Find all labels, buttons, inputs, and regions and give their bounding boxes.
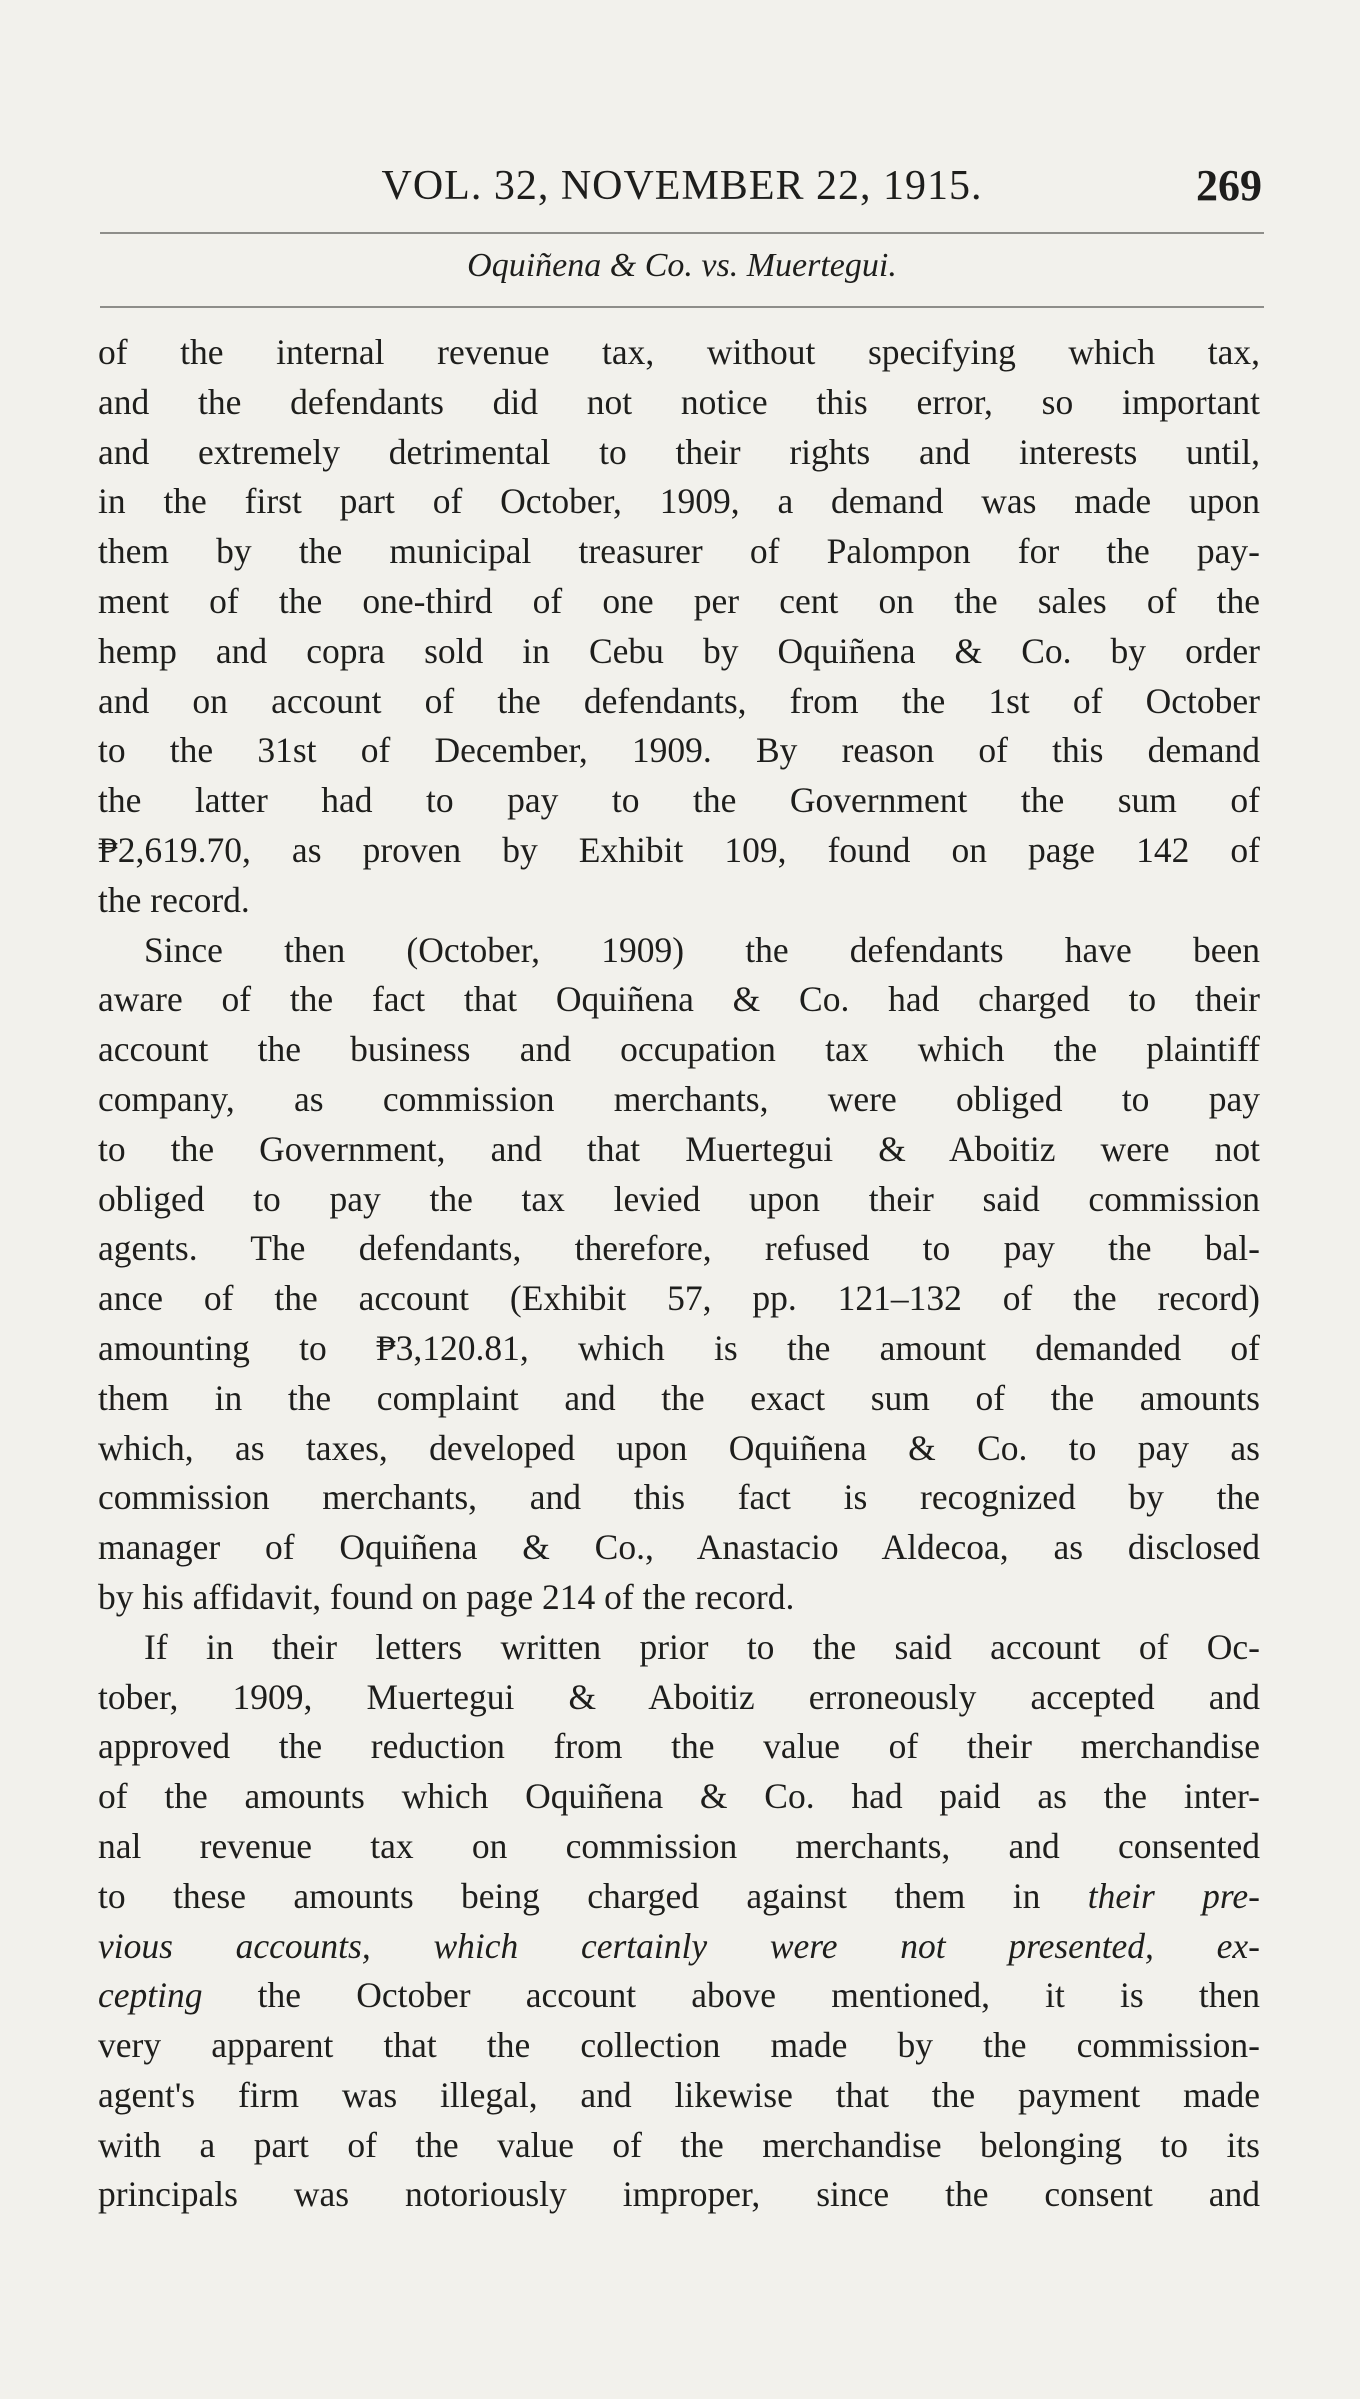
text-line: account the business and occupation tax which the plaintiff (98, 1029, 1260, 1070)
text-segment: to these amounts being charged against them in (98, 1875, 1088, 1916)
text-line: obliged to pay the tax levied upon their said commission (98, 1178, 1260, 1219)
italic-segment: their pre- (1087, 1875, 1261, 1916)
text-line (98, 1922, 1260, 1972)
paragraph-2 (98, 926, 1260, 1623)
case-title-rule (100, 306, 1264, 308)
text-line: of the internal revenue tax, without specifying which tax, (98, 332, 1260, 372)
header-rule (100, 232, 1264, 234)
text-line (98, 1971, 1260, 2021)
page-number: 269 (1196, 161, 1262, 210)
text-line: approved the reduction from the value of their merchandise (98, 1726, 1260, 1767)
text-line: and the defendants did not notice this error, so important (98, 381, 1260, 422)
text-line: aware of the fact that Oquiñena & Co. had charged to their (98, 979, 1260, 1020)
text-segment: the October account above mentioned, it is then (202, 1975, 1260, 2016)
text-line: principals was notoriously improper, since the consent and (98, 2174, 1260, 2215)
paragraph-3 (98, 1623, 1260, 2221)
text-line: of the amounts which Oquiñena & Co. had paid as the inter- (98, 1776, 1260, 1817)
case-title: Oquiñena & Co. vs. Muertegui. (467, 247, 897, 284)
text-line: company, as commission merchants, were obliged to pay (98, 1078, 1260, 1119)
text-line: hemp and copra sold in Cebu by Oquiñena & Co. by order (98, 630, 1260, 671)
text-line: Since then (October, 1909) the defendants have been (144, 929, 1260, 970)
italic-segment: vious accounts, which certainly were not presented, ex- (98, 1925, 1260, 1966)
text-line: manager of Oquiñena & Co., Anastacio Aldecoa, as disclosed (98, 1527, 1260, 1568)
text-line: them in the complaint and the exact sum of the amounts (98, 1377, 1260, 1418)
text-line: by his affidavit, found on page 214 of the record. (98, 1576, 795, 1617)
text-line: ment of the one-third of one per cent on the sales of the (98, 580, 1260, 621)
text-line: If in their letters written prior to the said account of Oc- (144, 1626, 1260, 1667)
paragraph-1 (98, 328, 1260, 926)
text-line: commission merchants, and this fact is recognized by the (98, 1477, 1260, 1518)
text-line: amounting to ₱3,120.81, which is the amount demanded of (98, 1327, 1260, 1368)
text-line: very apparent that the collection made by the commission- (98, 2025, 1260, 2066)
text-line (98, 1872, 1260, 1922)
running-head-title: VOL. 32, NOVEMBER 22, 1915. (381, 163, 983, 209)
text-line: in the first part of October, 1909, a demand was made upon (98, 481, 1260, 522)
text-line: the record. (98, 879, 250, 920)
running-head (96, 160, 1268, 232)
text-line: and on account of the defendants, from the 1st of October (98, 680, 1260, 721)
text-line: and extremely detrimental to their rights and interests until, (98, 431, 1260, 472)
text-line: the latter had to pay to the Government the sum of (98, 780, 1260, 821)
text-line: with a part of the value of the merchandise belonging to its (98, 2124, 1260, 2165)
text-line: to the Government, and that Muertegui & Aboitiz were not (98, 1128, 1260, 1169)
text-line: which, as taxes, developed upon Oquiñena & Co. to pay as (98, 1427, 1260, 1468)
text-line: tober, 1909, Muertegui & Aboitiz erroneously accepted and (98, 1676, 1260, 1717)
italic-segment: cepting (98, 1975, 203, 2016)
text-line: agent's firm was illegal, and likewise that the payment made (98, 2074, 1260, 2115)
text-line: ance of the account (Exhibit 57, pp. 121–132 of the record) (98, 1278, 1260, 1319)
body-text (96, 328, 1268, 2220)
text-line: agents. The defendants, therefore, refused to pay the bal- (98, 1228, 1260, 1269)
text-line: nal revenue tax on commission merchants, and consented (98, 1825, 1260, 1866)
text-line: to the 31st of December, 1909. By reason of this demand (98, 730, 1260, 771)
text-line: them by the municipal treasurer of Palompon for the pay- (98, 531, 1260, 572)
text-line: ₱2,619.70, as proven by Exhibit 109, found on page 142 of (98, 829, 1260, 870)
document-page (96, 160, 1268, 2220)
